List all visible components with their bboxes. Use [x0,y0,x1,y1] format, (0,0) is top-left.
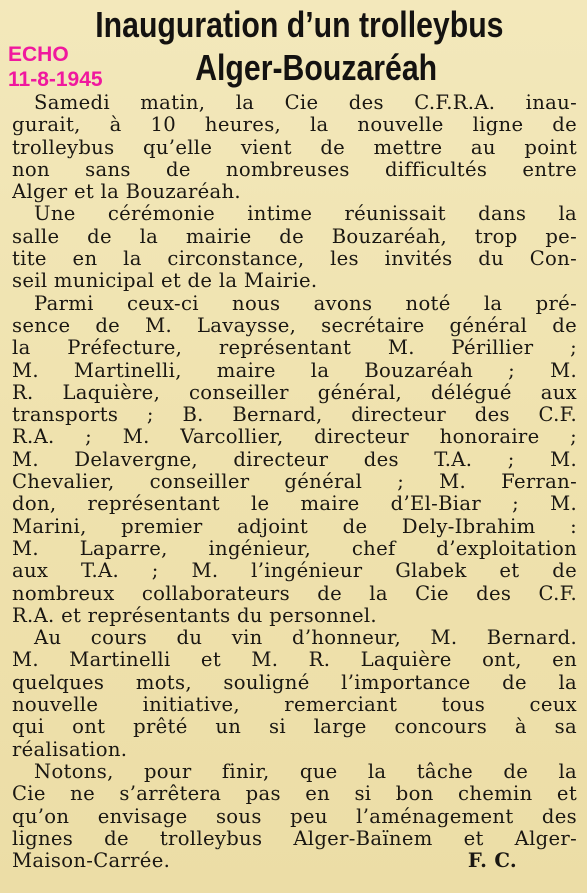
article-line: sence de M. Lavaysse, secrétaire général de [12,314,577,337]
article-line: gurait, à 10 heures, la nouvelle ligne de [12,114,577,137]
article-line: qui ont prêté un si large concours à sa [12,716,577,739]
article-line: Samedi matin, la Cie des C.F.R.A. inau- [34,92,577,114]
article-line: don, représentant le maire d’El-Biar ; M. [12,493,577,516]
article-final-line [12,850,577,872]
author-signature: F. C. [467,850,517,873]
article-line: Au cours du vin d’honneur, M. Bernard. [34,627,577,650]
article-line: aux T.A. ; M. l’ingénieur Glabek et de [12,560,577,583]
article-line: non sans de nombreuses difficultés entre [12,158,577,181]
article-line: trolleybus qu’elle vient de mettre au point [12,136,577,159]
article-body [12,92,577,872]
article-line: Cie ne s’arrêtera pas en si bon chemin et [12,783,577,806]
article-headline [47,3,540,89]
article-line: Parmi ceux-ci nous avons noté la pré- [34,292,577,315]
article-line: Notons, pour finir, que la tâche de la [34,760,577,783]
article-line: transports ; B. Bernard, directeur des C.F. [12,404,577,427]
headline-line-2: Alger-Bouzaréah [195,47,438,88]
article-line: Alger et la Bouzaréah. [12,181,241,204]
article-line: seil municipal et de la Mairie. [12,270,318,293]
clipping-date: 11-8-1945 [8,68,103,91]
article-line: M. Delavergne, directeur des T.A. ; M. [12,448,577,471]
article-line: la Préfecture, représentant M. Périllier ; [12,337,577,360]
article-line: lignes de trolleybus Alger-Baïnem et Alger- [12,827,577,850]
article-line: Une cérémonie intime réunissait dans la [34,203,577,226]
clipping-source: ECHO [8,43,69,66]
article-line: réalisation. [12,738,128,761]
article-line: tite en la circonstance, les invités du Con- [12,248,577,271]
article-line: Chevalier, conseiller général ; M. Ferran- [12,471,577,494]
article-line: R.A. et représentants du personnel. [12,604,377,627]
article-line: quelques mots, souligné l’importance de la [12,671,577,694]
article-line: nombreux collaborateurs de la Cie des C.F. [12,582,577,605]
article-line: salle de la mairie de Bouzaréah, trop pe- [12,225,577,248]
article-line: M. Martinelli et M. R. Laquière ont, en [12,649,577,672]
article-line: qu’on envisage sous peu l’aménagement des [12,805,577,828]
article-line: Marini, premier adjoint de Dely-Ibrahim : [12,515,577,538]
article-line: M. Martinelli, maire la Bouzaréah ; M. [12,359,577,382]
headline-line-1: Inauguration d’un trolleybus [95,4,504,45]
article-line: R.A. ; M. Varcollier, directeur honoraire ; [12,426,577,449]
article-final-text: Maison-Carrée. [12,850,171,873]
article-line: R. Laquière, conseiller général, délégué aux [12,381,577,404]
article-line: nouvelle initiative, remerciant tous ceux [12,694,577,717]
article-line: M. Laparre, ingénieur, chef d’exploitation [12,537,577,560]
